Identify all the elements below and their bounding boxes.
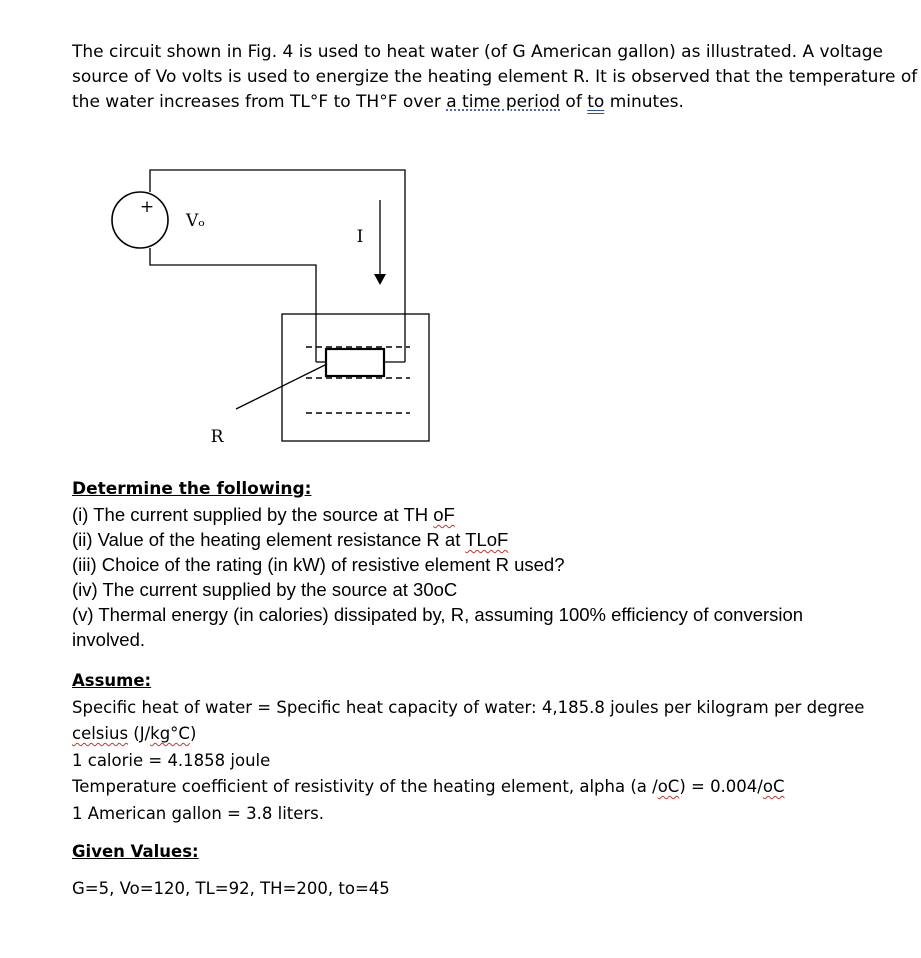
to-variable: to — [587, 92, 605, 112]
time-period-phrase: a time period — [446, 92, 561, 112]
intro-text: to TH — [328, 92, 380, 112]
assume-heading: Assume: — [72, 671, 152, 690]
question-5-line-1: (v) Thermal energy (in calories) dissipated by, R, assuming 100% efficiency of conversion — [72, 604, 804, 625]
question-4: (iv) The current supplied by the source at 30oC — [72, 579, 458, 600]
intro-text: the water increases from TL — [72, 92, 310, 112]
unit-kgc: kg°C — [150, 724, 190, 743]
assume-text: ) = 0.004/ — [679, 777, 763, 796]
intro-text: minutes. — [604, 92, 684, 112]
assumptions-section — [72, 668, 892, 827]
degree-f-symbol: °F — [379, 92, 398, 112]
intro-line-2: source of Vo volts is used to energize the heating element R. It is observed that the temperature of — [72, 67, 918, 87]
assume-text: Temperature coefficient of resistivity of the heating element, alpha (a / — [72, 777, 658, 796]
plus-sign: + — [139, 197, 155, 217]
degree-f-symbol: °F — [309, 92, 329, 112]
bottom-wire — [150, 248, 316, 345]
unit-of: oF — [433, 504, 455, 525]
assume-line-4 — [72, 774, 892, 801]
top-wire — [150, 170, 405, 345]
unit-oc: oC — [657, 777, 680, 796]
assume-line-3: 1 calorie = 4.1858 joule — [72, 750, 271, 770]
question-3: (iii) Choice of the rating (in kW) of resistive element R used? — [72, 554, 565, 575]
source-voltage-label: Vₒ — [186, 211, 205, 231]
intro-text: over — [397, 92, 447, 112]
given-section — [72, 842, 892, 898]
unit-tlof: TLoF — [465, 529, 509, 550]
intro-line-1: The circuit shown in Fig. 4 is used to heat water (of G American gallon) as illustrated. A voltage — [72, 42, 884, 62]
given-values: G=5, Vo=120, TL=92, TH=200, to=45 — [72, 879, 390, 898]
question-1 — [72, 502, 892, 527]
questions-section — [72, 477, 892, 652]
question-2 — [72, 527, 892, 552]
question-5-line-2: involved. — [72, 629, 146, 650]
current-arrow-icon — [374, 274, 386, 285]
intro-text: of — [560, 92, 588, 112]
question-text: (ii) Value of the heating element resistance R at — [72, 529, 466, 550]
celsius-word: celsius — [72, 724, 129, 743]
assume-text: ) — [189, 724, 197, 743]
current-label: I — [356, 227, 364, 247]
unit-oc: oC — [762, 777, 785, 796]
assume-line-5: 1 American gallon = 3.8 liters. — [72, 803, 325, 823]
given-heading: Given Values: — [72, 842, 199, 861]
questions-heading: Determine the following: — [72, 479, 312, 499]
resistor-label: R — [210, 427, 224, 447]
question-text: (i) The current supplied by the source at TH — [72, 504, 434, 525]
heating-element-icon — [326, 349, 384, 376]
assume-line-1: Specific heat of water = Specific heat capacity of water: 4,185.8 joules per kilogram per degree — [72, 697, 865, 717]
question-5 — [72, 602, 892, 652]
assume-text: (J/ — [128, 724, 151, 743]
assume-line-2 — [72, 721, 892, 748]
